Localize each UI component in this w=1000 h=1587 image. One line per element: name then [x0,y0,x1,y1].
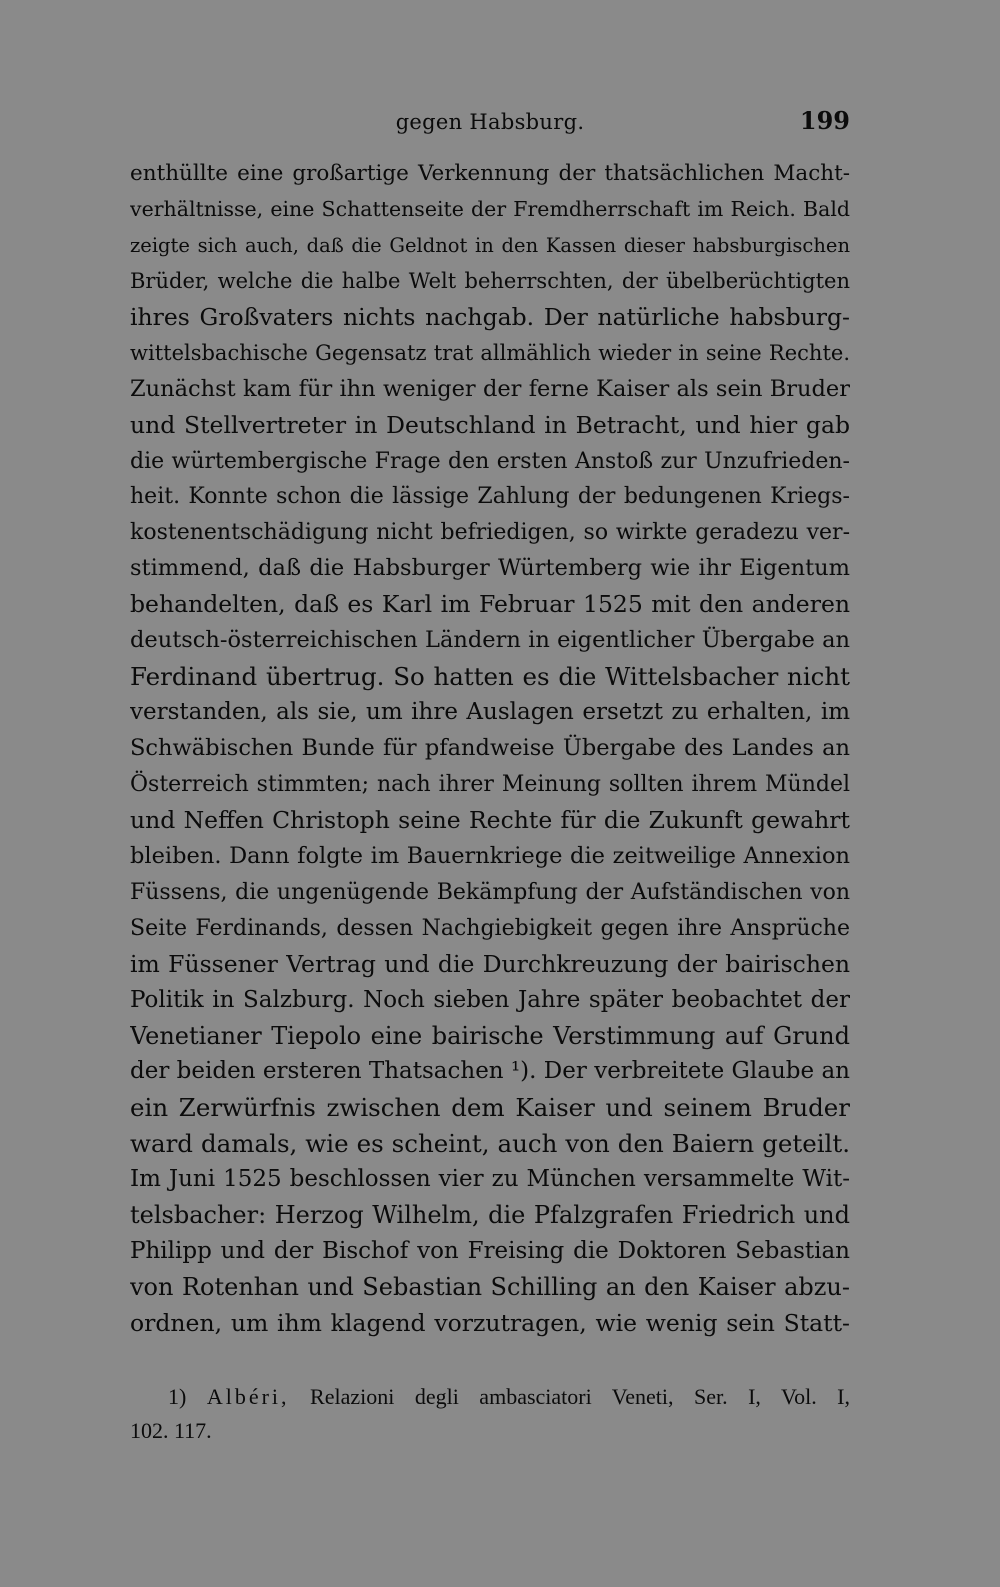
text-line: behandelten, daß es Karl im Februar 1525 mit den anderen [130,590,850,619]
text-line: ein Zerwürfnis zwischen dem Kaiser und seinem Bruder [130,1093,850,1123]
text-line: bleiben. Dann folgte im Bauernkriege die zeitweilige Annexion [130,842,850,869]
text-line: heit. Konnte schon die lässige Zahlung der bedungenen Kriegs- [130,484,850,510]
footnote-continuation: 102. 117. [130,1418,212,1443]
text-line: verstanden, als sie, um ihre Auslagen ersetzt zu erhalten, im [130,699,850,726]
text-line: ward damals, wie es scheint, auch von den Baiern geteilt. [130,1129,850,1159]
text-line: stimmend, daß die Habsburger Würtemberg wie ihr Eigentum [130,555,850,582]
page-number: 199 [799,106,850,135]
text-line: von Rotenhan und Sebastian Schilling an den Kaiser abzu- [130,1273,850,1302]
body-text [130,156,850,1342]
footnote-line [130,1380,850,1414]
text-line: der beiden ersteren Thatsachen ¹). Der verbreitete Glaube an [130,1058,850,1085]
text-line: Zunächst kam für ihn weniger der ferne Kaiser als sein Bruder [130,375,850,402]
text-line: Seite Ferdinands, dessen Nachgiebigkeit gegen ihre Ansprüche [130,915,850,941]
text-line: zeigte sich auch, daß die Geldnot in den Kassen dieser habsburgischen [130,233,850,257]
footnote-author: Albéri, [206,1384,290,1409]
footnote [130,1380,850,1448]
text-line: ihres Großvaters nichts nachgab. Der natürliche habsburg- [130,302,850,331]
text-line: Ferdinand übertrug. So hatten es die Wittelsbacher nicht [130,662,850,692]
text-line: enthüllte eine großartige Verkennung der thatsächlichen Macht- [130,161,850,186]
running-title: gegen Habsburg. [395,110,585,134]
text-line: kostenentschädigung nicht befriedigen, so wirkte geradezu ver- [130,520,850,546]
footnote-marker: 1) [168,1384,187,1409]
text-line: Venetianer Tiepolo eine bairische Verstimmung auf Grund [130,1021,850,1050]
text-line: telsbacher: Herzog Wilhelm, die Pfalzgrafen Friedrich und [130,1201,850,1230]
text-line: und Stellvertreter in Deutschland in Betracht, und hier gab [130,410,850,439]
text-line: ordnen, um ihm klagend vorzutragen, wie wenig sein Statt- [130,1309,850,1337]
text-line: Politik in Salzburg. Noch sieben Jahre später beobachtet der [130,986,850,1013]
text-line: Schwäbischen Bunde für pfandweise Übergabe des Landes an [130,735,850,761]
text-line: Im Juni 1525 beschlossen vier zu München versammelte Wit- [130,1166,850,1193]
text-line: deutsch-österreichischen Ländern in eigentlicher Übergabe an [130,627,850,654]
text-line: im Füssener Vertrag und die Durchkreuzung der bairischen [130,949,850,978]
text-line: Philipp und der Bischof von Freising die Doktoren Sebastian [130,1238,850,1265]
text-line: und Neffen Christoph seine Rechte für die Zukunft gewahrt [130,805,850,834]
text-line: Österreich stimmten; nach ihrer Meinung sollten ihrem Mündel [130,771,850,797]
text-line: verhältnisse, eine Schattenseite der Fremdherrschaft im Reich. Bald [130,196,850,221]
text-line: Brüder, welche die halbe Welt beherrschten, der übelberüchtigten [130,268,850,293]
page-header [130,104,850,140]
text-line: Füssens, die ungenügende Bekämpfung der Aufständischen von [130,879,850,905]
footnote-text: Relazioni degli ambasciatori Veneti, Ser. I, Vol. I, [310,1384,851,1409]
text-line: wittelsbachische Gegensatz trat allmählich wieder in seine Rechte. [130,340,850,365]
text-line: die würtembergische Frage den ersten Anstoß zur Unzufrieden- [130,448,850,474]
